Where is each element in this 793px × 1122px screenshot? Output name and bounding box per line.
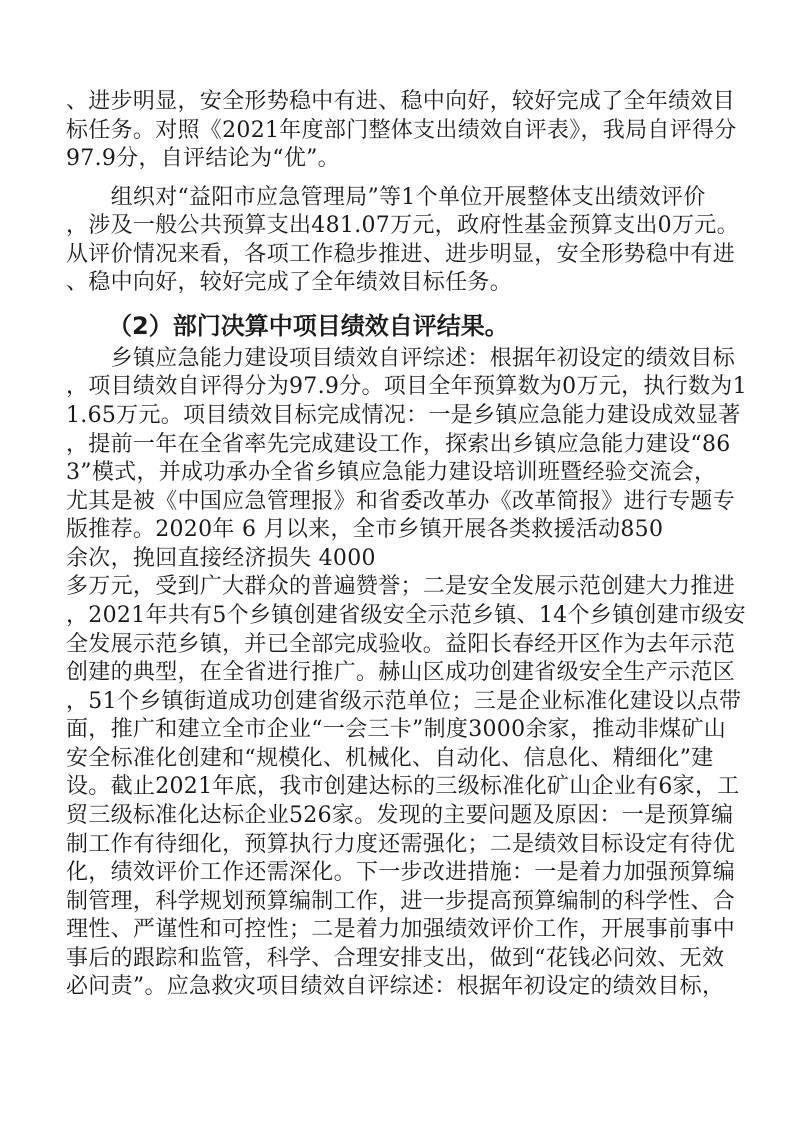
text-line: ，项目绩效自评得分为97.9分。项目全年预算数为0万元，执行数为1 — [66, 374, 747, 399]
text-line: 版推荐。2020年 6 月以来，全市乡镇开展各类救援活动850 — [66, 517, 664, 542]
text-line: 理性、严谨性和可控性；二是着力加强绩效评价工作，开展事前事中 — [66, 917, 736, 942]
text-line: ，51个乡镇街道成功创建省级示范单位；三是企业标准化建设以点带 — [66, 689, 742, 714]
text-line: 标任务。对照《2021年度部门整体支出绩效自评表》，我局自评得分 — [66, 118, 737, 143]
text-line: ，提前一年在全省率先完成建设工作，探索出乡镇应急能力建设“86 — [66, 432, 731, 457]
text-line: 创建的典型，在全省进行推广。赫山区成功创建省级安全生产示范区 — [66, 660, 736, 685]
text-line: 从评价情况来看，各项工作稳步推进、进步明显，安全形势稳中有进 — [66, 242, 736, 267]
text-line: 制管理，科学规划预算编制工作，进一步提高预算编制的科学性、合 — [66, 889, 736, 914]
text-line: 安全标准化创建和“规模化、机械化、自动化、信息化、精细化”建 — [66, 746, 714, 771]
text-line: 面，推广和建立全市企业“一会三卡”制度3000余家，推动非煤矿山 — [66, 717, 727, 742]
text-line: 、进步明显，安全形势稳中有进、稳中向好，较好完成了全年绩效目 — [66, 89, 736, 114]
section-heading: （2）部门决算中项目绩效自评结果。 — [108, 312, 509, 340]
text-line: 乡镇应急能力建设项目绩效自评综述：根据年初设定的绩效目标 — [66, 346, 736, 371]
text-line: 化，绩效评价工作还需深化。下一步改进措施：一是着力加强预算编 — [66, 860, 736, 885]
text-line: 必问责”。应急救灾项目绩效自评综述：根据年初设定的绩效目标， — [66, 974, 725, 999]
text-line: 贸三级标准化达标企业526家。发现的主要问题及原因：一是预算编 — [66, 803, 734, 828]
text-line: 、稳中向好，较好完成了全年绩效目标任务。 — [66, 270, 513, 295]
text-line: ，涉及一般公共预算支出481.07万元，政府性基金预算支出0万元。 — [66, 213, 739, 238]
text-line: 1.65万元。项目绩效目标完成情况：一是乡镇应急能力建设成效显著 — [66, 403, 741, 428]
text-line: 制工作有待细化，预算执行力度还需强化；二是绩效目标设定有待优 — [66, 832, 736, 857]
text-line: 全发展示范乡镇，并已全部完成验收。益阳长春经开区作为去年示范 — [66, 632, 736, 657]
text-line: 3”模式，并成功承办全省乡镇应急能力建设培训班暨经验交流会， — [66, 460, 717, 485]
text-line: 97.9分，自评结论为“优”。 — [66, 146, 340, 171]
text-line: 事后的跟踪和监管，科学、合理安排支出，做到“花钱必问效、无效 — [66, 946, 725, 971]
text-line: 组织对“益阳市应急管理局”等1个单位开展整体支出绩效评价 — [66, 185, 706, 210]
text-line: 尤其是被《中国应急管理报》和省委改革办《改革简报》进行专题专 — [66, 489, 736, 514]
text-line: 设。截止2021年底，我市创建达标的三级标准化矿山企业有6家，工 — [66, 774, 740, 799]
text-line: 余次，挽回直接经济损失 4000 — [66, 546, 376, 571]
text-line: ，2021年共有5个乡镇创建省级安全示范乡镇、14个乡镇创建市级安 — [66, 603, 746, 628]
text-line: 多万元，受到广大群众的普遍赞誉；二是安全发展示范创建大力推进 — [66, 574, 736, 599]
